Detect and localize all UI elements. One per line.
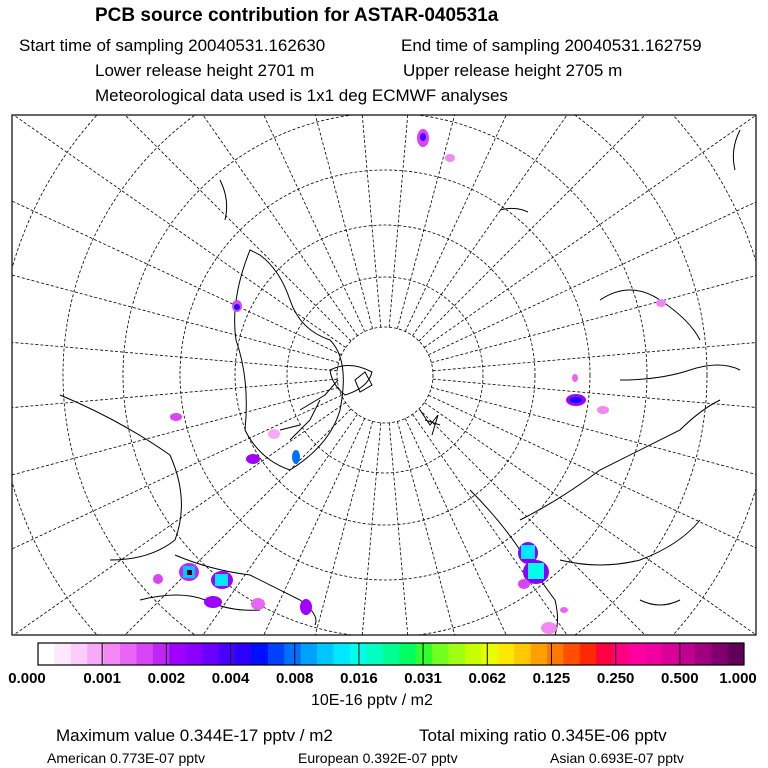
meridian-line bbox=[419, 0, 768, 341]
colorbar-segment bbox=[580, 643, 597, 665]
colorbar-tick-label: 0.125 bbox=[532, 670, 571, 687]
meridian-line bbox=[333, 0, 381, 327]
meridian-line bbox=[397, 421, 540, 768]
colorbar-tick-label: 0.250 bbox=[596, 670, 635, 687]
colorbar-segment bbox=[120, 643, 137, 665]
colorbar-segment bbox=[399, 643, 416, 665]
meridian-line bbox=[431, 220, 768, 363]
colorbar-segment bbox=[87, 643, 104, 665]
colorbar-segment bbox=[596, 643, 613, 665]
total-mixing-label: Total mixing ratio 0.345E-06 pptv bbox=[419, 726, 667, 745]
meridian-line bbox=[429, 121, 768, 354]
map-frame bbox=[12, 115, 756, 635]
colorbar-segment bbox=[54, 643, 71, 665]
meridian-line bbox=[41, 0, 358, 336]
colorbar-segment bbox=[366, 643, 383, 665]
colorbar-segment bbox=[695, 643, 712, 665]
colorbar-units: 10E-16 pptv / m2 bbox=[311, 692, 433, 709]
colorbar-tick-label: 0.008 bbox=[275, 670, 314, 687]
colorbar-segment bbox=[514, 643, 531, 665]
meridian-line bbox=[419, 409, 768, 768]
meridian-line bbox=[405, 0, 638, 331]
meridian-line bbox=[41, 414, 358, 768]
colorbar-segment bbox=[416, 643, 433, 665]
colorbar-segment bbox=[137, 643, 154, 665]
meridian-line bbox=[0, 379, 337, 427]
colorbar-tick-label: 0.000 bbox=[8, 670, 46, 687]
meridian-line bbox=[389, 0, 437, 327]
meridian-line bbox=[413, 414, 730, 768]
meridian-line bbox=[230, 0, 373, 329]
colorbar-tick-label: 0.062 bbox=[468, 670, 507, 687]
meridian-line bbox=[0, 409, 351, 768]
colorbar-segment bbox=[465, 643, 482, 665]
meridian-line bbox=[433, 323, 768, 371]
colorbar-segment bbox=[383, 643, 400, 665]
end-time-label: End time of sampling 20040531.162759 bbox=[401, 36, 702, 55]
upper-height-label: Upper release height 2705 m bbox=[403, 61, 623, 80]
colorbar-segment bbox=[711, 643, 728, 665]
colorbar-segment bbox=[678, 643, 695, 665]
colorbar-segment bbox=[169, 643, 186, 665]
start-time-label: Start time of sampling 20040531.162630 bbox=[19, 36, 326, 55]
max-value-label: Maximum value 0.344E-17 pptv / m2 bbox=[56, 726, 333, 745]
colorbar-segment bbox=[153, 643, 170, 665]
colorbar-segment bbox=[186, 643, 203, 665]
colorbar-segment bbox=[251, 643, 268, 665]
meridian-line bbox=[131, 0, 364, 331]
meridian-line bbox=[433, 379, 768, 427]
european-label: European 0.392E-07 pptv bbox=[298, 750, 458, 766]
colorbar-segment bbox=[645, 643, 662, 665]
colorbar-segment bbox=[301, 643, 318, 665]
meridian-line bbox=[0, 31, 346, 348]
colorbar-segment bbox=[563, 643, 580, 665]
colorbar-tick-label: 0.004 bbox=[211, 670, 250, 687]
colorbar-segment bbox=[219, 643, 236, 665]
colorbar-segment bbox=[235, 643, 252, 665]
meridian-line bbox=[0, 387, 339, 530]
meridian-line bbox=[333, 423, 381, 768]
colorbar-segment bbox=[448, 643, 465, 665]
contribution-patches bbox=[153, 129, 666, 634]
meridian-line bbox=[389, 423, 437, 768]
colorbar-segment bbox=[104, 643, 121, 665]
colorbar-segment bbox=[284, 643, 301, 665]
colorbar-tick-label: 0.001 bbox=[83, 670, 121, 687]
colorbar-tick-label: 1.000 bbox=[719, 670, 757, 687]
colorbar-segment bbox=[432, 643, 449, 665]
met-data-label: Meteorological data used is 1x1 deg ECMWF analyses bbox=[95, 86, 508, 105]
meridian-line bbox=[0, 323, 337, 371]
colorbar-segment bbox=[547, 643, 564, 665]
colorbar-segment bbox=[662, 643, 679, 665]
meridian-line bbox=[230, 421, 373, 768]
colorbar-segment bbox=[268, 643, 285, 665]
colorbar-segment bbox=[317, 643, 334, 665]
colorbar-tick-label: 0.500 bbox=[661, 670, 699, 687]
colorbar-segment bbox=[531, 643, 548, 665]
colorbar-segment bbox=[728, 643, 745, 665]
colorbar-segment bbox=[498, 643, 515, 665]
lower-height-label: Lower release height 2701 m bbox=[95, 61, 315, 80]
colorbar-segment bbox=[481, 643, 498, 665]
asian-label: Asian 0.693E-07 pptv bbox=[550, 750, 684, 766]
meridian-line bbox=[0, 395, 341, 628]
colorbar-tick-label: 0.002 bbox=[147, 670, 186, 687]
meridian-line bbox=[413, 0, 730, 336]
colorbar-segment bbox=[334, 643, 351, 665]
meridian-line bbox=[429, 395, 768, 628]
meridian-line bbox=[397, 0, 540, 329]
colorbar-segment bbox=[629, 643, 646, 665]
american-label: American 0.773E-07 pptv bbox=[47, 750, 205, 766]
meridian-line bbox=[0, 121, 341, 354]
colorbar-tick-label: 0.031 bbox=[404, 670, 442, 687]
meridian-line bbox=[0, 220, 339, 363]
colorbar bbox=[38, 643, 745, 665]
colorbar-segment bbox=[71, 643, 88, 665]
colorbar-segment bbox=[38, 643, 55, 665]
colorbar-tick-label: 0.016 bbox=[340, 670, 378, 687]
map-title: PCB source contribution for ASTAR-040531a bbox=[95, 5, 499, 26]
meridian-line bbox=[0, 0, 351, 341]
meridian-line bbox=[424, 31, 768, 348]
colorbar-segment bbox=[202, 643, 219, 665]
